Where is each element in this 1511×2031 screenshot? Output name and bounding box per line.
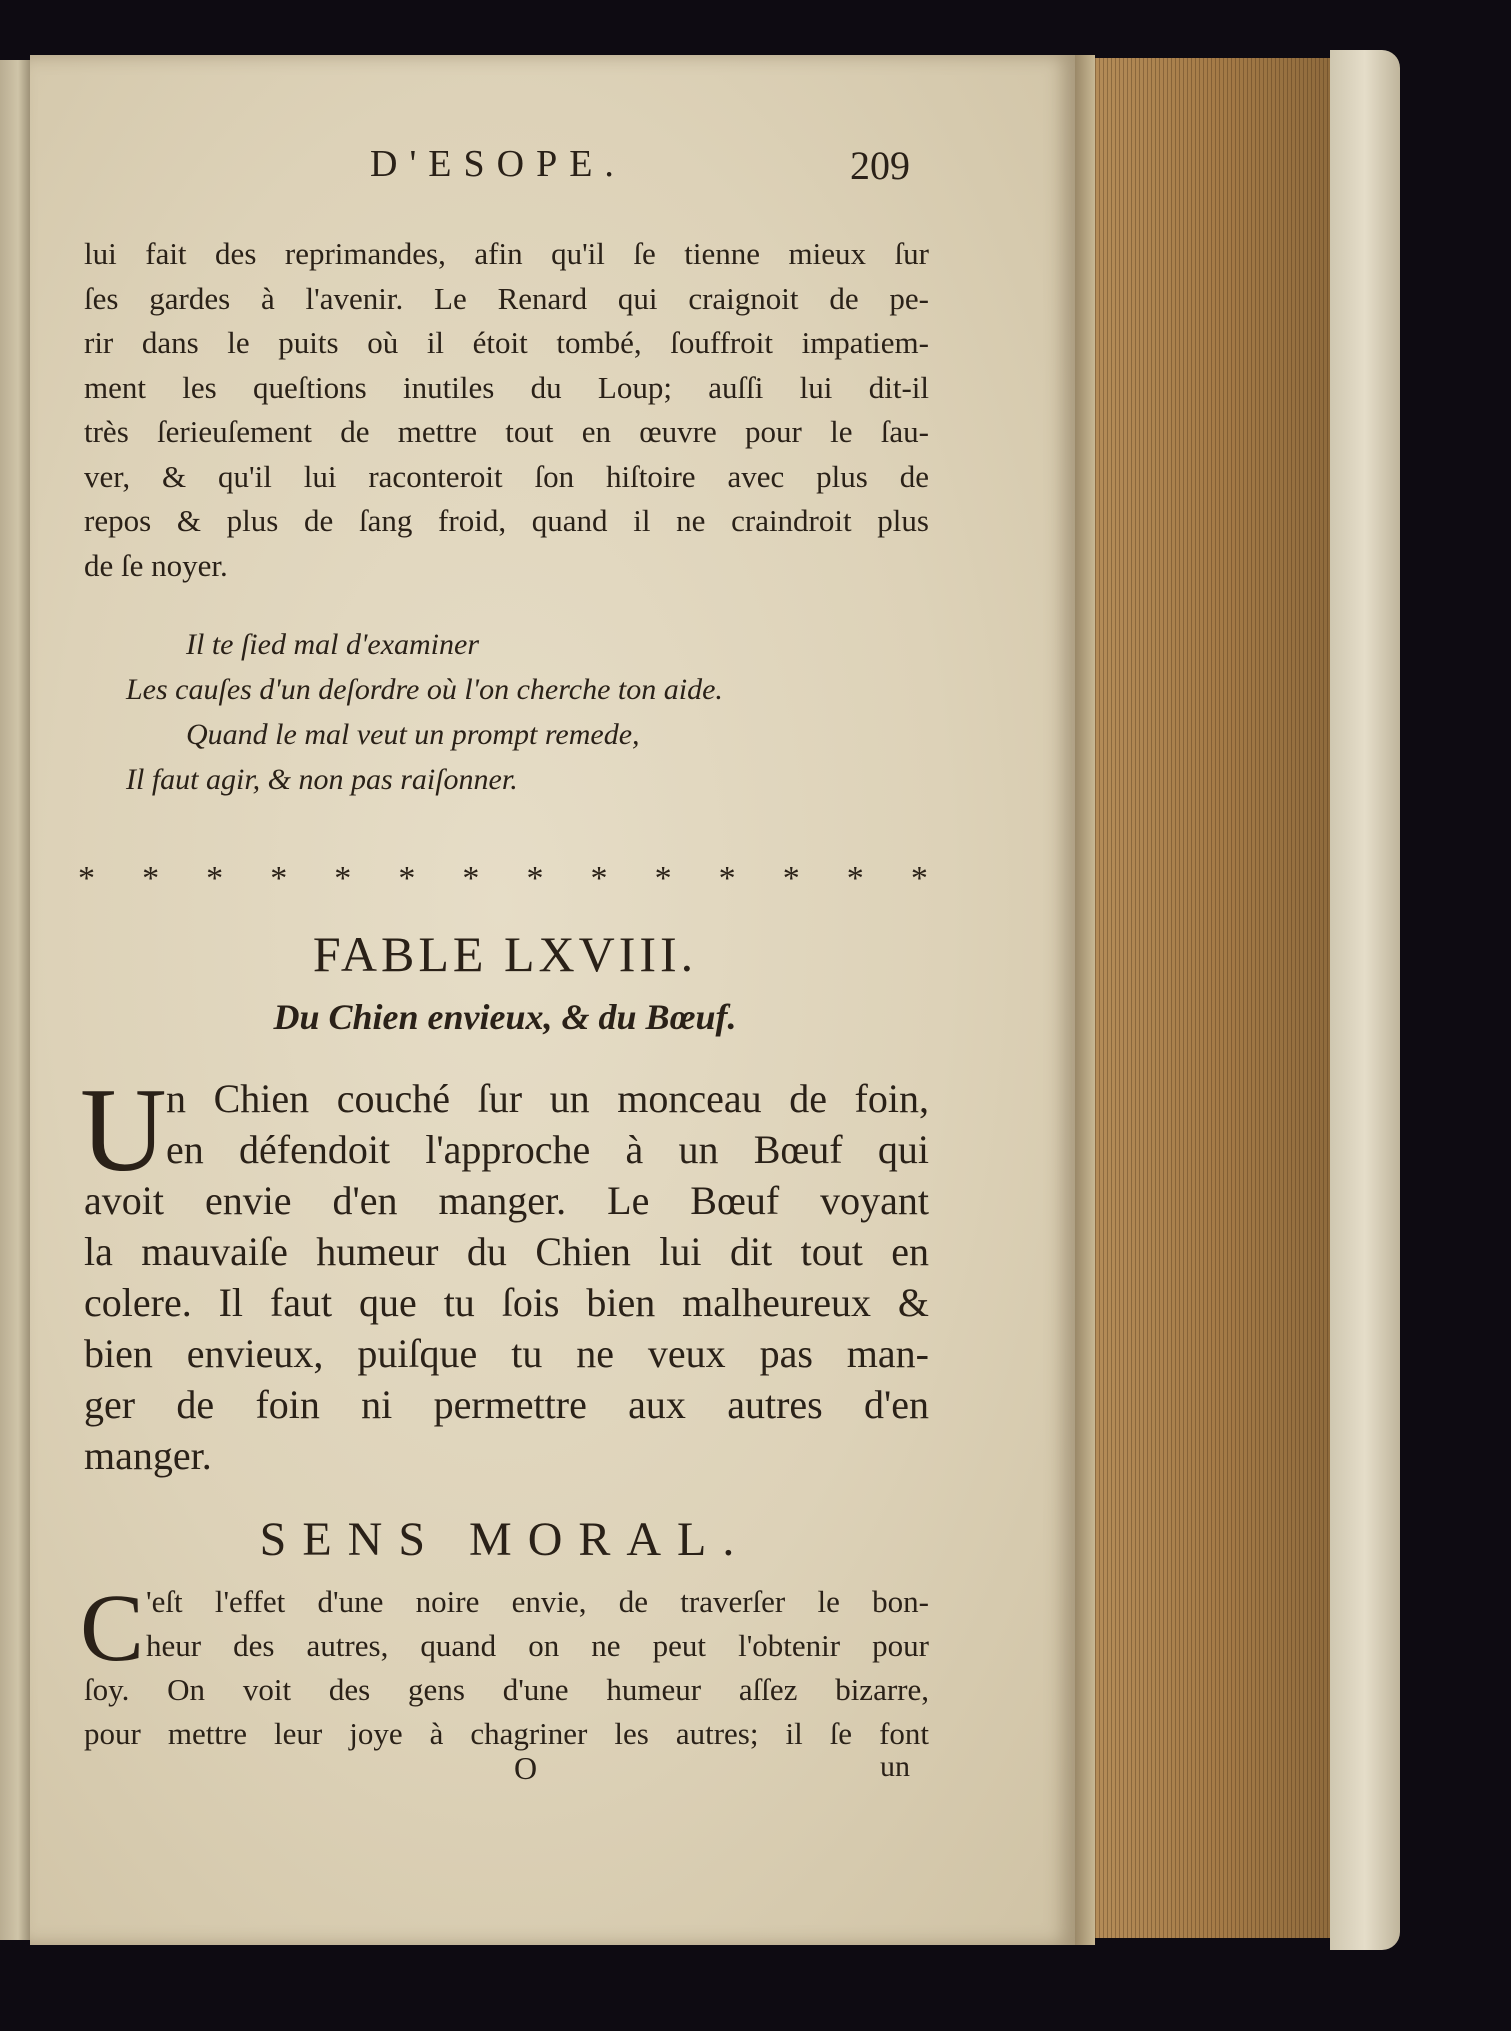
fable-line: bien envieux, puiſque tu ne veux pas man- <box>84 1331 929 1376</box>
star-ornament-rule <box>78 862 928 896</box>
signature-mark: O <box>514 1750 538 1786</box>
fable-line: la mauvaiſe humeur du Chien lui dit tout en <box>84 1229 929 1274</box>
star-ornament: * <box>910 860 928 897</box>
star-ornament: * <box>206 860 224 897</box>
star-ornament: * <box>462 860 480 897</box>
text-line: rir dans le puits où il étoit tombé, ſouffroit impatiem- <box>84 325 929 360</box>
star-ornament: * <box>270 860 288 897</box>
moral-heading: SENS MORAL. <box>259 1513 751 1566</box>
star-ornament: * <box>398 860 416 897</box>
fable-text <box>84 1073 929 1481</box>
star-ornament: * <box>142 860 160 897</box>
moral-line: ſoy. On voit des gens d'une humeur aſſez bizarre, <box>84 1672 929 1707</box>
text-line: repos & plus de ſang froid, quand il ne craindroit plus <box>84 503 929 538</box>
text-line: très ſerieuſement de mettre tout en œuvre pour le ſau- <box>84 414 929 449</box>
star-ornament: * <box>334 860 352 897</box>
continued-text <box>84 232 929 588</box>
text-line: lui fait des reprimandes, afin qu'il ſe tienne mieux ſur <box>84 236 929 271</box>
star-ornament: * <box>526 860 544 897</box>
fable-drop-cap: U <box>80 1063 167 1196</box>
fable-line: en défendoit l'approche à un Bœuf qui <box>166 1127 929 1172</box>
moral-drop-cap: C <box>80 1574 145 1681</box>
fable-line: colere. Il faut que tu ſois bien malheureux & <box>84 1280 929 1325</box>
verse-line: Il faut agir, & non pas raiſonner. <box>126 763 518 796</box>
moral-line: heur des autres, quand on ne peut l'obtenir pour <box>146 1628 929 1663</box>
star-ornament: * <box>654 860 672 897</box>
fable-line: ger de foin ni permettre aux autres d'en <box>84 1382 929 1427</box>
fable-title: FABLE LXVIII. <box>312 926 698 982</box>
fable-line: n Chien couché ſur un monceau de foin, <box>166 1076 929 1121</box>
text-line: ver, & qu'il lui raconteroit ſon hiſtoire avec plus de <box>84 458 929 494</box>
star-ornament: * <box>846 860 864 897</box>
page-number: 209 <box>850 143 910 188</box>
moral-line: 'eſt l'effet d'une noire envie, de traverſer le bon- <box>146 1584 929 1619</box>
verse-line: Quand le mal veut un prompt remede, <box>186 718 640 751</box>
verse-line: Il te ſied mal d'examiner <box>186 628 479 661</box>
star-ornament: * <box>718 860 736 897</box>
verse-moral <box>126 622 886 802</box>
fable-line: avoit envie d'en manger. Le Bœuf voyant <box>84 1178 929 1223</box>
catchword: un <box>880 1750 910 1783</box>
verse-line: Les cauſes d'un deſordre où l'on cherche ton aide. <box>126 673 723 706</box>
text-line: ment les queſtions inutiles du Loup; auſſi lui dit-il <box>84 369 929 405</box>
star-ornament: * <box>782 860 800 897</box>
fable-subtitle: Du Chien envieux, & du Bœuf. <box>273 997 737 1037</box>
moral-line: pour mettre leur joye à chagriner les autres; il ſe font <box>84 1716 929 1751</box>
moral-text <box>84 1580 929 1756</box>
fable-line: manger. <box>84 1433 212 1478</box>
text-line: ſes gardes à l'avenir. Le Renard qui craignoit de pe- <box>84 280 929 316</box>
running-head: D'ESOPE. <box>370 143 626 185</box>
star-ornament: * <box>590 860 608 897</box>
star-ornament: * <box>78 860 95 897</box>
text-line: de ſe noyer. <box>84 547 228 583</box>
